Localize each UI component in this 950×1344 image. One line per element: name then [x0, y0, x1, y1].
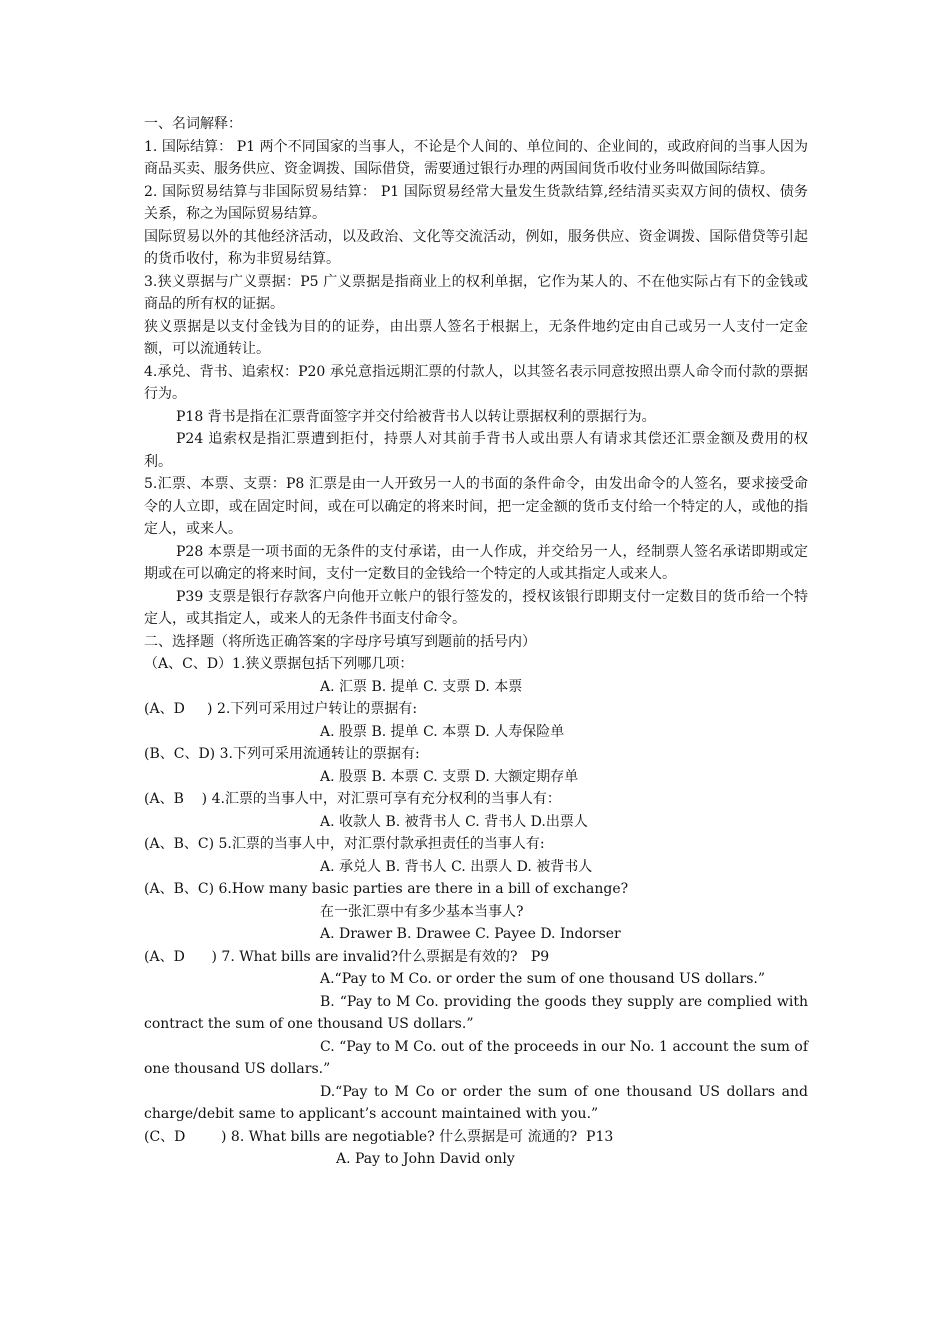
- definition-item: 5.汇票、本票、支票：P8 汇票是由一人开致另一人的书面的条件命令，由发出命令的人签名，要求接受命令的人立即，或在固定时间，或在可以确定的将来时间，把一定金额的货币支付给一个特定的人，或他的指定人，或来人。: [144, 476, 808, 537]
- question: (C、D ) 8. What bills are negotiable? 什么票据是可 流通的? P13: [144, 1128, 614, 1145]
- definition-item: P24 追索权是指汇票遭到拒付，持票人对其前手背书人或出票人有请求其偿还汇票金额及费用的权利。: [144, 431, 808, 470]
- definition-item: 3.狭义票据与广义票据：P5 广义票据是指商业上的权利单据，它作为某人的、不在他实际占有下的金钱或商品的所有权的证据。: [144, 273, 808, 312]
- question-options: A. Drawer B. Drawee C. Payee D. Indorser: [320, 926, 621, 942]
- definition-item: 4.承兑、背书、追索权：P20 承兑意指远期汇票的付款人，以其签名表示同意按照出票人命令而付款的票据行为。: [144, 363, 808, 402]
- definition-item: P18 背书是指在汇票背面签字并交付给被背书人以转让票据权利的票据行为。: [176, 408, 656, 425]
- definition-item: 狭义票据是以支付金钱为目的的证券，由出票人签名于根据上，无条件地约定由自己或另一人支付一定金额，可以流通转让。: [144, 318, 808, 357]
- question-options: A. 收款人 B. 被背书人 C. 背书人 D.出票人: [320, 813, 588, 830]
- question-option-a: A.“Pay to M Co. or order the sum of one thousand US dollars.”: [320, 971, 765, 987]
- question-translation: 在一张汇票中有多少基本当事人?: [320, 903, 524, 920]
- question-options: A. 承兑人 B. 背书人 C. 出票人 D. 被背书人: [320, 858, 593, 875]
- definition-item: P39 支票是银行存款客户向他开立帐户的银行签发的，授权该银行即期支付一定数目的货币给一个特定人，或其指定人，或来人的无条件书面支付命令。: [144, 588, 808, 627]
- definition-item: 1. 国际结算： P1 两个不同国家的当事人，不论是个人间的、单位间的、企业间的，或政府间的当事人因为商品买卖、服务供应、资金调拨、国际借贷，需要通过银行办理的两国间货币收付业务叫做国际结算。: [144, 138, 808, 177]
- question: (A、B、C) 6.How many basic parties are there in a bill of exchange?: [144, 881, 629, 897]
- question-option-a: A. Pay to John David only: [336, 1151, 515, 1167]
- definition-item: 2. 国际贸易结算与非国际贸易结算： P1 国际贸易经常大量发生货款结算,经结清买卖双方间的债权、债务关系，称之为国际贸易结算。: [144, 183, 808, 222]
- definition-item: 国际贸易以外的其他经济活动，以及政治、文化等交流活动，例如，服务供应、资金调拨、国际借贷等引起的货币收付，称为非贸易结算。: [144, 228, 808, 267]
- question: (A、D ) 2.下列可采用过户转让的票据有:: [144, 701, 418, 717]
- section-heading: 一、名词解释：: [144, 116, 242, 132]
- question: (A、D ) 7. What bills are invalid?什么票据是有效的? P9: [144, 948, 550, 965]
- question: （A、C、D）1.狭义票据包括下列哪几项：: [144, 656, 414, 672]
- question-option-c: C. “Pay to M Co. out of the proceeds in our No. 1 account the sum of one thousand US dollars.”: [144, 1038, 808, 1077]
- document-page: [144, 113, 808, 1171]
- question: (B、C、D) 3.下列可采用流通转让的票据有:: [144, 746, 420, 762]
- question-option-d: D.“Pay to M Co or order the sum of one thousand US dollars and charge/debit same to applicant’s account maintained with you.”: [144, 1083, 808, 1122]
- question-options: A. 股票 B. 本票 C. 支票 D. 大额定期存单: [320, 768, 579, 785]
- question-option-b: B. “Pay to M Co. providing the goods they supply are complied with contract the sum of one thousand US dollars.”: [144, 993, 808, 1032]
- question: (A、B ) 4.汇票的当事人中，对汇票可享有充分权利的当事人有：: [144, 791, 561, 807]
- question-options: A. 股票 B. 提单 C. 本票 D. 人寿保险单: [320, 723, 565, 740]
- question-options: A. 汇票 B. 提单 C. 支票 D. 本票: [320, 678, 523, 695]
- question: (A、B、C) 5.汇票的当事人中，对汇票付款承担责任的当事人有:: [144, 836, 545, 852]
- section-heading: 二、选择题（将所选正确答案的字母序号填写到题前的括号内）: [144, 633, 536, 650]
- definition-item: P28 本票是一项书面的无条件的支付承诺，由一人作成，并交给另一人，经制票人签名承诺即期或定期或在可以确定的将来时间，支付一定数目的金钱给一个特定的人或其指定人或来人。: [144, 543, 808, 582]
